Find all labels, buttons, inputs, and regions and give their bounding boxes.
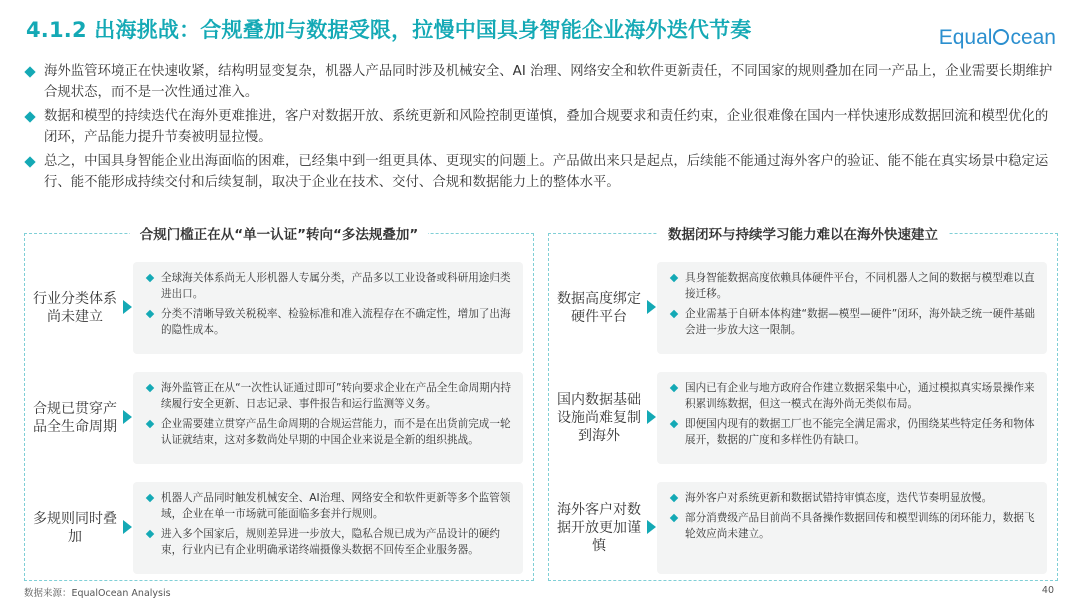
detail-text: 分类不清晰导致关税税率、检验标准和准入流程存在不确定性，增加了出海的隐性成本。 bbox=[161, 308, 511, 336]
panel-title bbox=[25, 223, 533, 243]
detail-text: 全球海关体系尚无人形机器人专属分类，产品多以工业设备或科研用途归类进出口。 bbox=[161, 272, 511, 300]
bullet-text: 数据和模型的持续迭代在海外更难推进，客户对数据开放、系统更新和风险控制更谨慎，叠加合规要求和责任约束，企业很难像在国内一样快速形成数据回流和模型优化的闭环，产品能力提升节奏被明显拉慢。 bbox=[44, 109, 1049, 145]
detail-item bbox=[669, 510, 1035, 542]
page-number: 40 bbox=[1041, 585, 1054, 596]
detail-item bbox=[669, 270, 1035, 302]
panel-title-text: 合规门槛正在从“单一认证”转向“多法规叠加” bbox=[130, 227, 429, 243]
row-detail-box bbox=[133, 262, 523, 354]
logo-text-pre: Equal bbox=[938, 26, 993, 49]
detail-item bbox=[145, 416, 511, 448]
row-detail-box bbox=[657, 372, 1047, 464]
panel-title bbox=[549, 223, 1057, 243]
diamond-bullet-icon bbox=[670, 420, 678, 428]
diamond-bullet-icon bbox=[670, 494, 678, 502]
logo-o-ring bbox=[993, 29, 1009, 45]
detail-item bbox=[669, 416, 1035, 448]
detail-item bbox=[145, 270, 511, 302]
detail-text: 即便国内现有的数据工厂也不能完全满足需求，仍围绕某些特定任务和物体展开，数据的广度和多样性仍有缺口。 bbox=[685, 418, 1035, 446]
row-detail-box bbox=[657, 482, 1047, 574]
diamond-bullet-icon bbox=[24, 111, 35, 122]
detail-item bbox=[145, 306, 511, 338]
detail-text: 机器人产品同时触发机械安全、AI治理、网络安全和软件更新等多个监管领域，企业在单一市场就可能面临多套并行规则。 bbox=[161, 492, 511, 520]
diamond-bullet-icon bbox=[670, 514, 678, 522]
summary-bullet bbox=[22, 62, 1058, 103]
panel-row bbox=[25, 262, 533, 354]
row-label: 多规则同时叠加 bbox=[33, 511, 117, 545]
compliance-panel bbox=[24, 227, 534, 581]
detail-text: 进入多个国家后，规则差异进一步放大，隐私合规已成为产品设计的硬约束，行业内已有企业明确承诺终端摄像头数据不回传至企业服务器。 bbox=[161, 528, 500, 556]
row-label: 国内数据基础设施尚难复制到海外 bbox=[557, 392, 641, 444]
detail-item bbox=[145, 380, 511, 412]
detail-text: 部分消费级产品目前尚不具备操作数据回传和模型训练的闭环能力，数据飞轮效应尚未建立。 bbox=[685, 512, 1035, 540]
logo-text-post: cean bbox=[1010, 26, 1056, 49]
panel-row bbox=[549, 372, 1057, 464]
diamond-bullet-icon bbox=[146, 420, 154, 428]
equalocean-logo bbox=[939, 26, 1056, 50]
arrow-right-icon bbox=[647, 410, 656, 424]
bullet-text: 总之，中国具身智能企业出海面临的困难，已经集中到一组更具体、更现实的问题上。产品做出来只是起点，后续能不能通过海外客户的验证、能不能在真实场景中稳定运行、能不能形成持续交付和后续复制，取决于企业在技术、交付、合规和数据能力上的整体水平。 bbox=[44, 154, 1049, 190]
diamond-bullet-icon bbox=[146, 384, 154, 392]
arrow-right-icon bbox=[647, 300, 656, 314]
diamond-bullet-icon bbox=[24, 156, 35, 167]
page-title: 4.1.2 出海挑战：合规叠加与数据受限，拉慢中国具身智能企业海外迭代节奏 bbox=[26, 18, 752, 42]
arrow-right-icon bbox=[123, 520, 132, 534]
detail-text: 企业需基于自研本体构建“数据—模型—硬件”闭环，海外缺乏统一硬件基础会进一步放大这一限制。 bbox=[685, 308, 1035, 336]
source-note: 数据来源：EqualOcean Analysis bbox=[24, 588, 171, 599]
diamond-bullet-icon bbox=[670, 274, 678, 282]
data-loop-panel bbox=[548, 227, 1058, 581]
detail-text: 具身智能数据高度依赖具体硬件平台，不同机器人之间的数据与模型难以直接迁移。 bbox=[685, 272, 1035, 300]
summary-bullets bbox=[22, 62, 1058, 197]
summary-bullet bbox=[22, 107, 1058, 148]
panel-title-text: 数据闭环与持续学习能力难以在海外快速建立 bbox=[658, 227, 948, 243]
row-detail-box bbox=[657, 262, 1047, 354]
arrow-right-icon bbox=[123, 410, 132, 424]
panel-row bbox=[25, 482, 533, 574]
row-detail-box bbox=[133, 482, 523, 574]
panel-row bbox=[549, 482, 1057, 574]
diamond-bullet-icon bbox=[670, 384, 678, 392]
row-label: 海外客户对数据开放更加谨慎 bbox=[557, 502, 641, 554]
panel-row bbox=[25, 372, 533, 464]
detail-item bbox=[669, 490, 1035, 506]
bullet-text: 海外监管环境正在快速收紧，结构明显变复杂，机器人产品同时涉及机械安全、AI 治理、网络安全和软件更新责任，不同国家的规则叠加在同一产品上，企业需要长期维护合规状态，而不是一次性通过准入。 bbox=[44, 64, 1053, 100]
detail-item bbox=[145, 526, 511, 558]
detail-item bbox=[669, 380, 1035, 412]
summary-bullet bbox=[22, 152, 1058, 193]
diamond-bullet-icon bbox=[146, 494, 154, 502]
diamond-bullet-icon bbox=[670, 310, 678, 318]
detail-item bbox=[669, 306, 1035, 338]
detail-item bbox=[145, 490, 511, 522]
detail-text: 海外客户对系统更新和数据试错持审慎态度，迭代节奏明显放慢。 bbox=[685, 492, 993, 504]
arrow-right-icon bbox=[647, 520, 656, 534]
diamond-bullet-icon bbox=[146, 310, 154, 318]
panel-row bbox=[549, 262, 1057, 354]
diamond-bullet-icon bbox=[146, 530, 154, 538]
arrow-right-icon bbox=[123, 300, 132, 314]
diamond-bullet-icon bbox=[24, 66, 35, 77]
detail-text: 国内已有企业与地方政府合作建立数据采集中心，通过模拟真实场景操作来积累训练数据，但这一模式在海外尚无类似布局。 bbox=[685, 382, 1035, 410]
detail-text: 海外监管正在从“一次性认证通过即可”转向要求企业在产品全生命周期内持续履行安全更新、日志记录、事件报告和运行监测等义务。 bbox=[161, 382, 511, 410]
row-label: 数据高度绑定硬件平台 bbox=[557, 291, 641, 325]
row-label: 合规已贯穿产品全生命周期 bbox=[33, 401, 117, 435]
diamond-bullet-icon bbox=[146, 274, 154, 282]
row-detail-box bbox=[133, 372, 523, 464]
detail-text: 企业需要建立贯穿产品生命周期的合规运营能力，而不是在出货前完成一轮认证就结束，这对多数尚处早期的中国企业来说是全新的组织挑战。 bbox=[161, 418, 511, 446]
row-label: 行业分类体系尚未建立 bbox=[33, 291, 117, 325]
